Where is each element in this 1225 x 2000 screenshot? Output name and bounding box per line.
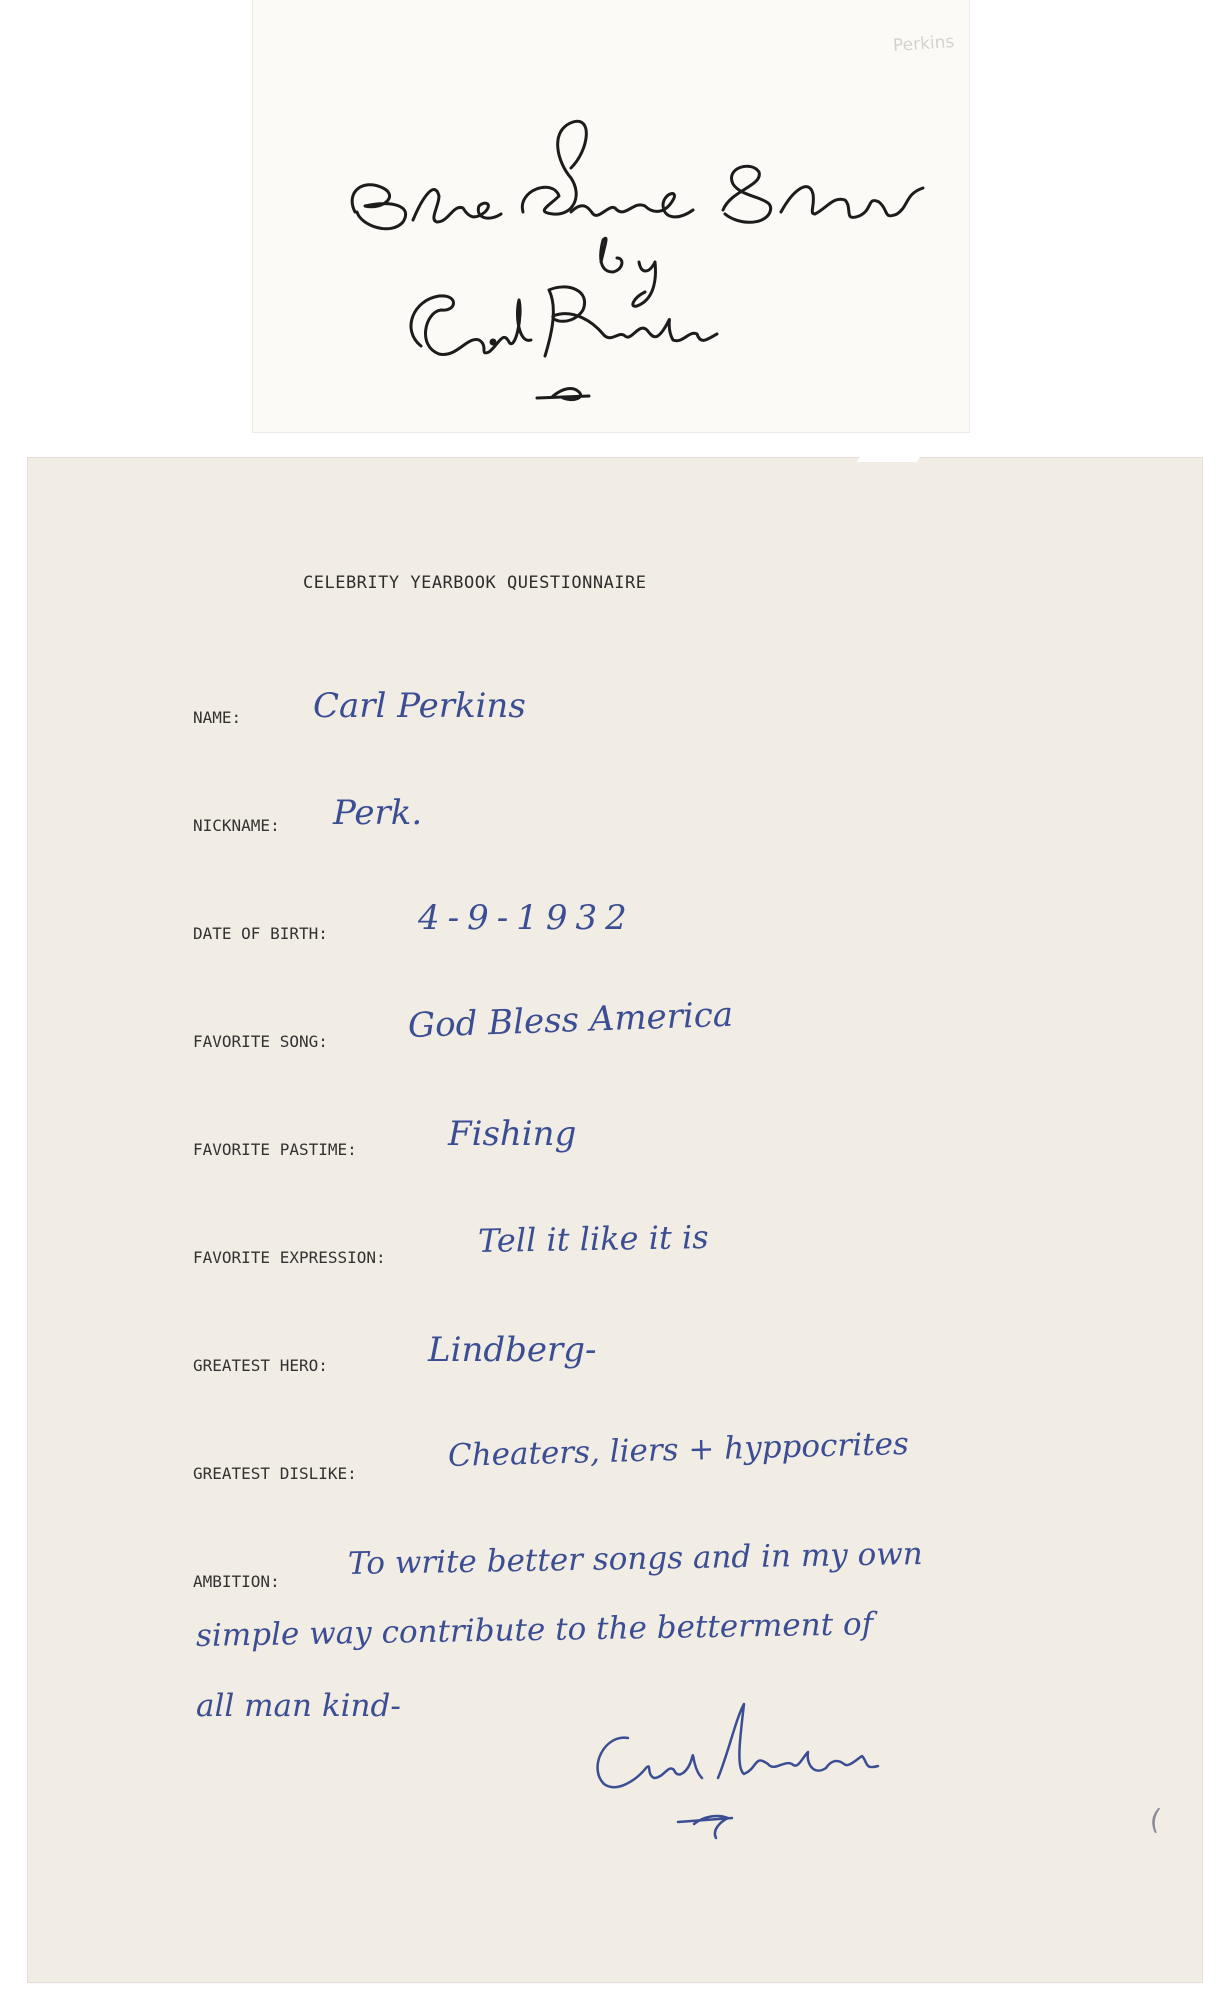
field-label-favorite-expression: FAVORITE EXPRESSION: [193, 1248, 386, 1267]
signature [568, 1698, 928, 1848]
field-value-favorite-expression: Tell it like it is [477, 1217, 709, 1260]
ambition-line-2: simple way contribute to the betterment of [195, 1606, 874, 1654]
field-value-nickname: Perk. [333, 793, 423, 833]
card-line-3-stroke [411, 287, 717, 356]
questionnaire-sheet [28, 458, 1202, 1982]
card-line-1-stroke [352, 121, 923, 228]
field-value-date-of-birth: 4-9-1932 [418, 898, 635, 938]
field-label-date-of-birth: DATE OF BIRTH: [193, 924, 328, 943]
field-label-ambition: AMBITION: [193, 1572, 280, 1591]
ambition-line-3: all man kind- [196, 1688, 401, 1724]
edge-pen-mark: ( [1147, 1802, 1164, 1837]
field-value-favorite-song: God Bless America [407, 994, 734, 1046]
card-line-2-stroke [601, 238, 656, 306]
field-value-favorite-pastime: Fishing [448, 1114, 577, 1154]
autograph-card [253, 0, 969, 432]
field-label-name: NAME: [193, 708, 242, 727]
field-label-nickname: NICKNAME: [193, 816, 280, 835]
field-value-ambition: To write better songs and in my own [347, 1535, 924, 1582]
field-label-favorite-pastime: FAVORITE PASTIME: [193, 1140, 357, 1159]
field-value-greatest-hero: Lindberg- [428, 1330, 597, 1370]
field-label-favorite-song: FAVORITE SONG: [193, 1032, 328, 1051]
field-value-name: Carl Perkins [313, 686, 526, 726]
field-label-greatest-hero: GREATEST HERO: [193, 1356, 328, 1375]
card-handwriting [253, 0, 969, 432]
questionnaire-title: CELEBRITY YEARBOOK QUESTIONNAIRE [303, 573, 647, 593]
field-label-greatest-dislike: GREATEST DISLIKE: [193, 1464, 357, 1483]
field-value-greatest-dislike: Cheaters, liers + hyppocrites [447, 1425, 910, 1474]
card-pencil-note: Perkins [892, 31, 955, 57]
paper-notch [856, 452, 923, 462]
